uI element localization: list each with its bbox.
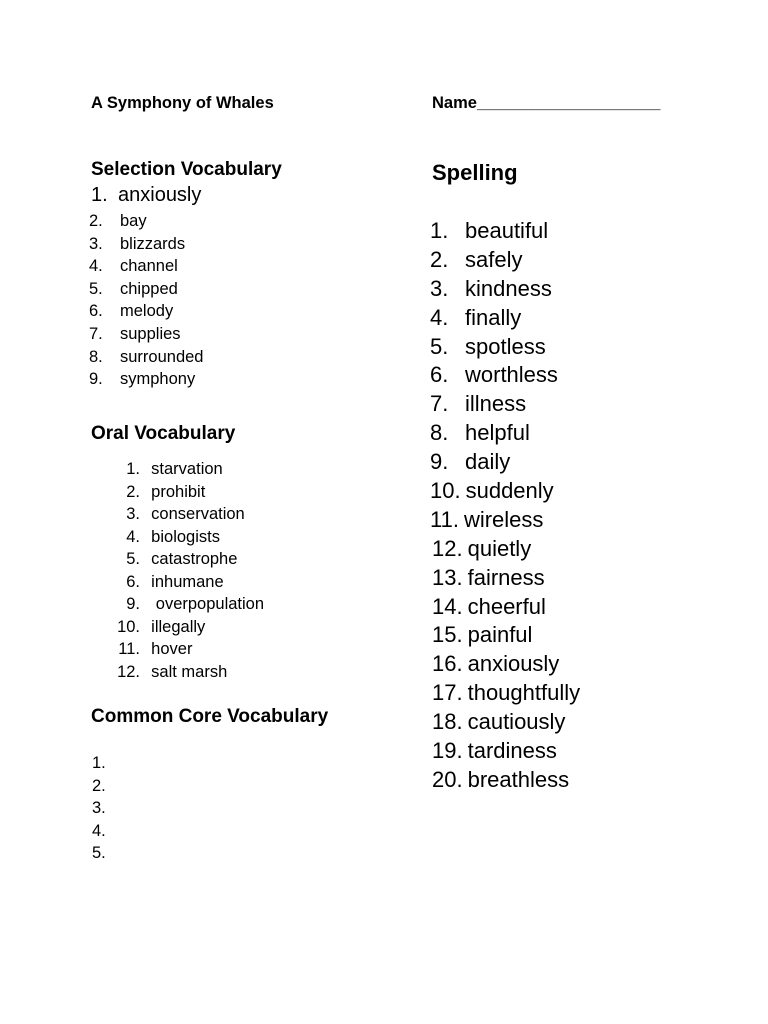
oral-vocabulary-item	[104, 503, 264, 526]
common-core-item-number: 3.	[92, 799, 106, 818]
spelling-item	[430, 390, 580, 419]
oral-vocabulary-item	[104, 458, 264, 481]
item-word: spotless	[465, 333, 546, 359]
item-word: prohibit	[151, 482, 206, 501]
item-number: 19.	[432, 738, 463, 764]
item-word: worthless	[465, 362, 558, 388]
item-number: 2.	[89, 212, 103, 230]
item-word: anxiously	[118, 184, 202, 206]
item-word: fairness	[467, 564, 545, 590]
spelling-item	[430, 477, 580, 506]
item-word: quietly	[467, 535, 532, 561]
item-number: 6.	[430, 362, 449, 388]
item-number: 5.	[89, 279, 103, 298]
item-word: kindness	[465, 275, 552, 301]
selection-vocabulary-list	[89, 210, 203, 391]
selection-vocabulary-item	[89, 323, 203, 346]
spelling-list	[430, 217, 580, 795]
item-number: 1.	[430, 218, 449, 243]
oral-vocabulary-item	[104, 481, 264, 504]
item-word: helpful	[465, 420, 530, 446]
item-number: 5.	[126, 550, 140, 568]
item-number: 12.	[117, 662, 140, 681]
spelling-item	[430, 766, 580, 795]
item-word: anxiously	[467, 651, 560, 677]
item-word: illness	[465, 391, 527, 417]
selection-vocabulary-item	[89, 233, 203, 256]
item-word: biologists	[151, 527, 220, 546]
common-core-item-number: 5.	[92, 844, 106, 863]
selection-vocabulary-item	[89, 368, 203, 391]
common-core-vocabulary-list	[92, 752, 106, 865]
item-word: salt marsh	[151, 662, 228, 681]
item-word: tardiness	[467, 738, 557, 764]
item-word: blizzards	[120, 234, 186, 253]
item-word: symphony	[120, 370, 196, 389]
selection-vocabulary-item	[89, 255, 203, 278]
oral-vocabulary-item	[104, 661, 264, 684]
selection-vocabulary-item	[89, 210, 203, 233]
item-word: finally	[465, 304, 522, 330]
item-word: catastrophe	[151, 550, 238, 568]
item-word: breathless	[467, 766, 570, 792]
document-title: A Symphony of Whales	[91, 94, 274, 112]
common-core-item-number: 1.	[92, 754, 106, 772]
item-word: supplies	[120, 324, 181, 343]
oral-vocabulary-item	[104, 571, 264, 594]
oral-vocabulary-item	[104, 638, 264, 661]
selection-vocabulary-heading: Selection Vocabulary	[91, 159, 282, 180]
spelling-item	[430, 650, 580, 679]
item-number: 4.	[430, 304, 449, 330]
spelling-item	[430, 564, 580, 593]
spelling-item	[430, 737, 580, 766]
oral-vocabulary-item	[104, 548, 264, 571]
name-field-label: Name____________________	[432, 94, 661, 112]
item-word: hover	[151, 640, 193, 658]
item-word: cautiously	[467, 709, 566, 735]
spelling-item	[430, 275, 580, 304]
item-number: 9.	[126, 595, 140, 613]
item-word: illegally	[151, 617, 206, 636]
spelling-item	[430, 333, 580, 362]
item-word: cheerful	[467, 593, 546, 619]
spelling-item	[430, 708, 580, 737]
item-word: overpopulation	[155, 595, 265, 613]
oral-vocabulary-item	[104, 526, 264, 549]
item-number: 7.	[89, 324, 103, 343]
item-word: chipped	[120, 279, 178, 298]
item-number: 4.	[126, 527, 140, 546]
item-word: bay	[120, 212, 147, 230]
item-number: 10.	[117, 617, 140, 636]
item-number: 12.	[432, 535, 463, 561]
item-word: channel	[120, 257, 178, 276]
item-number: 8.	[430, 420, 449, 446]
item-number: 17.	[432, 680, 463, 706]
item-number: 20.	[432, 766, 463, 792]
selection-vocabulary-item	[89, 278, 203, 301]
item-number: 8.	[89, 347, 103, 366]
item-word: wireless	[463, 506, 544, 532]
item-number: 11.	[430, 506, 459, 532]
item-word: beautiful	[465, 218, 549, 243]
item-number: 15.	[432, 622, 463, 648]
item-number: 18.	[432, 709, 463, 735]
item-number: 10.	[430, 478, 461, 504]
item-number: 1.	[126, 460, 140, 478]
item-number: 3.	[430, 275, 449, 301]
spelling-item	[430, 448, 580, 477]
item-word: painful	[467, 622, 533, 648]
spelling-heading: Spelling	[432, 160, 518, 185]
item-number: 11.	[118, 640, 140, 658]
item-number: 7.	[430, 391, 449, 417]
item-number: 9.	[89, 370, 103, 389]
selection-vocabulary-item	[91, 184, 201, 207]
oral-vocabulary-list	[104, 458, 264, 683]
item-word: starvation	[151, 460, 223, 478]
selection-vocabulary-item	[89, 300, 203, 323]
item-number: 9.	[430, 449, 449, 475]
item-word: suddenly	[465, 478, 554, 504]
item-number: 3.	[126, 505, 140, 523]
spelling-item	[430, 419, 580, 448]
oral-vocabulary-heading: Oral Vocabulary	[91, 423, 236, 444]
selection-vocabulary-item	[89, 346, 203, 369]
item-number: 6.	[126, 572, 140, 591]
item-number: 1.	[91, 184, 108, 206]
common-core-item-number: 2.	[92, 776, 106, 795]
item-word: thoughtfully	[467, 680, 581, 706]
spelling-item	[430, 506, 580, 535]
spelling-item	[430, 593, 580, 622]
common-core-vocabulary-heading: Common Core Vocabulary	[91, 706, 329, 727]
common-core-item-number: 4.	[92, 821, 106, 840]
item-word: inhumane	[151, 572, 224, 591]
spelling-item	[430, 679, 580, 708]
oral-vocabulary-item	[104, 593, 264, 616]
spelling-item	[430, 217, 580, 246]
item-word: melody	[120, 302, 174, 321]
item-number: 2.	[430, 246, 449, 272]
item-number: 6.	[89, 302, 103, 321]
spelling-item	[430, 304, 580, 333]
item-number: 3.	[89, 234, 103, 253]
item-number: 2.	[126, 482, 140, 501]
item-number: 16.	[432, 651, 463, 677]
oral-vocabulary-item	[104, 616, 264, 639]
item-word: conservation	[151, 505, 245, 523]
item-word: safely	[465, 246, 523, 272]
item-number: 4.	[89, 257, 103, 276]
item-number: 13.	[432, 564, 463, 590]
item-word: daily	[465, 449, 511, 475]
item-number: 5.	[430, 333, 449, 359]
spelling-item	[430, 621, 580, 650]
spelling-item	[430, 535, 580, 564]
item-number: 14.	[432, 593, 463, 619]
spelling-item	[430, 246, 580, 275]
spelling-item	[430, 361, 580, 390]
item-word: surrounded	[120, 347, 204, 366]
